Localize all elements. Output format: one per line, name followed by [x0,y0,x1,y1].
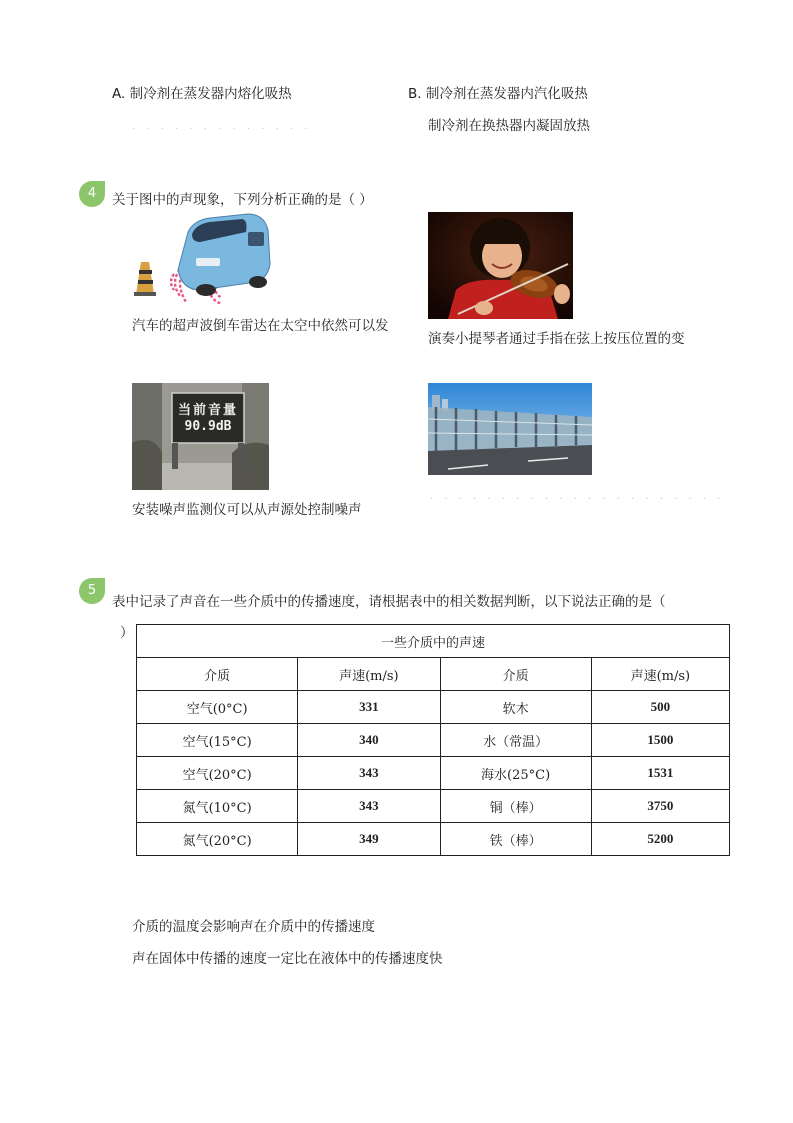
car-icon [178,214,270,296]
table-cell: 1500 [591,724,729,757]
table-cell: 海水(25°C) [440,757,591,790]
table-cell: 331 [298,691,440,724]
sign-volume-value: 90.9dB [184,419,232,434]
table-row [137,691,730,724]
question-5-text: 表中记录了声音在一些介质中的传播速度，请根据表中的相关数据判断，以下说法正确的是（ [112,594,666,610]
faded-caption-d: · · · · · · · · · · · · · · · · · · · · · [430,494,725,505]
statement-1: 介质的温度会影响声在介质中的传播速度 [132,919,375,935]
table-cell: 氮气(20°C) [137,823,298,856]
question-5-tail: ） [120,625,134,641]
sound-speed-table [136,624,730,856]
table-cell: 3750 [591,790,729,823]
option-d: 制冷剂在换热器内凝固放热 [428,118,590,134]
sound-barrier-image [428,383,592,475]
table-row [137,724,730,757]
noise-monitor-image [132,383,269,490]
traffic-cone-icon [134,262,156,296]
table-cell: 铜（棒） [440,790,591,823]
question-number-badge-4 [79,181,109,211]
caption-b: 演奏小提琴者通过手指在弦上按压位置的变 [428,331,685,347]
table-cell: 软木 [440,691,591,724]
table-header: 介质 [137,658,298,691]
caption-a: 汽车的超声波倒车雷达在太空中依然可以发 [132,318,389,334]
question-number: 5 [87,583,97,598]
table-cell: 1531 [591,757,729,790]
table-cell: 5200 [591,823,729,856]
table-cell: 氮气(10°C) [137,790,298,823]
question-number: 4 [87,186,97,201]
table-header: 声速(m/s) [591,658,729,691]
table-cell: 空气(0°C) [137,691,298,724]
table-cell: 340 [298,724,440,757]
table-header: 声速(m/s) [298,658,440,691]
violin-player-image [428,212,573,319]
table-row [137,757,730,790]
table-cell: 水（常温） [440,724,591,757]
table-title: 一些介质中的声速 [137,625,730,658]
option-a: A. 制冷剂在蒸发器内熔化吸热 [112,86,292,102]
table-title-row [137,625,730,658]
table-cell: 500 [591,691,729,724]
table-header-row [137,658,730,691]
faded-option-c: · · · · · · · · · · · · · [132,124,312,135]
table-row [137,790,730,823]
table-cell: 343 [298,757,440,790]
table-cell: 343 [298,790,440,823]
table-cell: 铁（棒） [440,823,591,856]
table-cell: 空气(20°C) [137,757,298,790]
option-b: B. 制冷剂在蒸发器内汽化吸热 [408,86,588,102]
question-number-badge-5 [79,578,109,608]
table-header: 介质 [440,658,591,691]
caption-c: 安装噪声监测仪可以从声源处控制噪声 [132,502,362,518]
table-row [137,823,730,856]
table-cell: 349 [298,823,440,856]
table-cell: 空气(15°C) [137,724,298,757]
car-radar-image [130,212,280,304]
statement-2: 声在固体中传播的速度一定比在液体中的传播速度快 [132,951,443,967]
sign-volume-label: 当前音量 [177,403,238,418]
question-4-text: 关于图中的声现象，下列分析正确的是（ ） [112,192,373,208]
